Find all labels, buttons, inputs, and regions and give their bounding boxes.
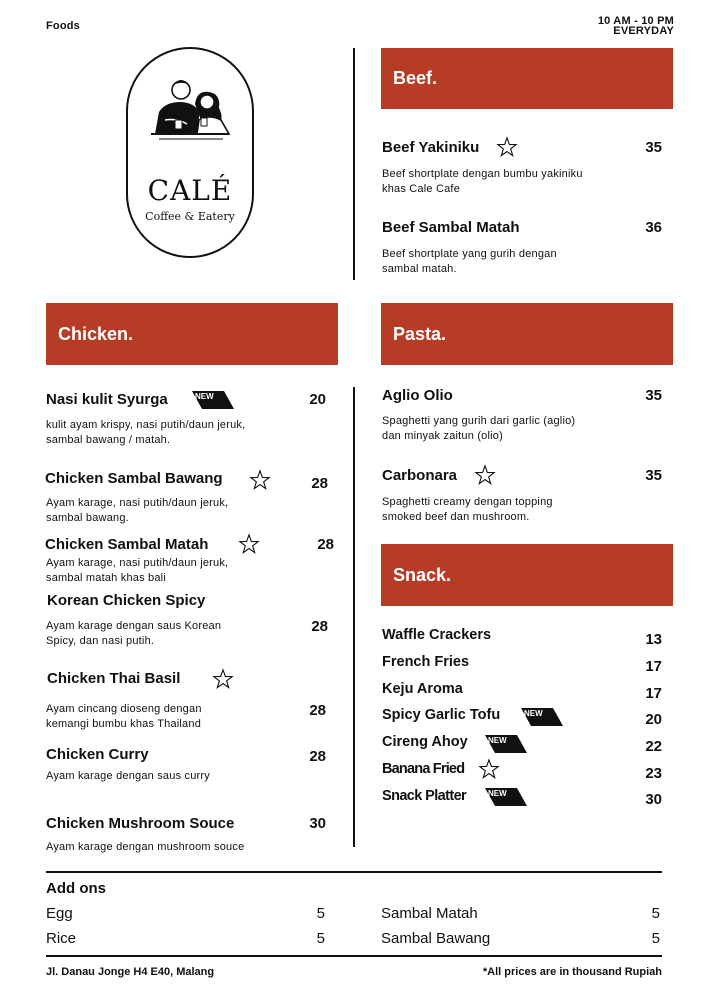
new-badge-label: NEW [524, 709, 543, 718]
addon-price: 5 [316, 930, 325, 947]
desc-line: Ayam karage dengan saus curry [46, 770, 210, 782]
desc-line: Spaghetti yang gurih dari garlic (aglio) [382, 415, 576, 427]
new-badge-label: NEW [488, 736, 507, 745]
opening-hours [598, 16, 674, 36]
snack-item-price: 20 [645, 711, 662, 728]
star-icon [478, 758, 500, 780]
chicken-item-name: Nasi kulit Syurga [46, 391, 168, 408]
snack-item-name: French Fries [382, 654, 470, 670]
star-icon [249, 469, 271, 491]
beef-title: Beef. [393, 68, 438, 88]
chicken-item-price: 28 [309, 702, 326, 719]
chicken-item-desc [46, 840, 244, 855]
snack-item-price: 13 [645, 631, 662, 648]
addon-name: Sambal Matah [381, 905, 478, 922]
beef-item-desc [382, 167, 583, 196]
desc-line: sambal matah. [382, 262, 457, 275]
snack-item-price: 30 [645, 791, 662, 808]
snack-item-name: Snack Platter [382, 788, 467, 804]
divider-middle [353, 387, 355, 847]
chicken-item-desc [46, 496, 228, 525]
chicken-item-name: Chicken Mushroom Souce [46, 815, 235, 832]
snack-item-price: 17 [645, 658, 662, 675]
addon-name: Sambal Bawang [381, 930, 491, 947]
desc-line: Beef shortplate yang gurih dengan [382, 248, 557, 260]
beef-item-price: 35 [645, 139, 662, 156]
chicken-item-name: Chicken Thai Basil [47, 670, 181, 687]
star-icon [496, 136, 518, 158]
chicken-item-price: 30 [309, 815, 326, 832]
chicken-item-desc [46, 769, 210, 784]
pasta-item-price: 35 [645, 387, 662, 404]
chicken-item-desc [46, 619, 221, 648]
addons-bottom-rule [46, 955, 662, 957]
beef-item-name: Beef Yakiniku [382, 139, 480, 156]
new-badge-label: NEW [195, 392, 214, 401]
new-badge-label: NEW [488, 789, 507, 798]
snack-item-price: 23 [645, 765, 662, 782]
addon-price: 5 [316, 905, 325, 922]
chicken-title: Chicken. [58, 323, 134, 344]
desc-line: khas Cale Cafe [382, 182, 461, 195]
desc-line: Spicy, dan nasi putih. [46, 634, 155, 647]
logo [125, 46, 255, 259]
snack-item-name: Keju Aroma [382, 681, 463, 697]
snack-banner [381, 544, 673, 606]
chicken-item-price: 28 [309, 748, 326, 765]
star-icon [238, 533, 260, 555]
desc-line: Ayam karage, nasi putih/daun jeruk, [46, 557, 229, 569]
beef-banner [381, 48, 673, 109]
chicken-item-price: 28 [317, 536, 334, 553]
desc-line: kemangi bumbu khas Thailand [46, 717, 202, 730]
addon-price: 5 [651, 905, 660, 922]
snack-item-name: Banana Fried [382, 761, 465, 777]
chicken-item-price: 20 [309, 391, 326, 408]
beef-item-name: Beef Sambal Matah [382, 219, 520, 236]
new-badge-icon [483, 786, 529, 810]
new-badge-icon [483, 733, 529, 757]
chicken-item-name: Chicken Sambal Bawang [45, 470, 223, 487]
desc-line: smoked beef dan mushroom. [382, 510, 530, 523]
chicken-item-name: Chicken Sambal Matah [45, 536, 209, 553]
desc-line: Ayam cincang dioseng dengan [46, 703, 202, 715]
category-label: Foods [46, 20, 80, 32]
new-badge-icon [190, 389, 236, 413]
logo-illustration [125, 46, 255, 259]
logo-brand: CALÉ [147, 174, 233, 207]
addons-top-rule [46, 871, 662, 873]
desc-line: dan minyak zaitun (olio) [382, 429, 503, 442]
snack-item-name: Waffle Crackers [382, 627, 492, 643]
address: Jl. Danau Jonge H4 E40, Malang [46, 966, 215, 978]
snack-title: Snack. [393, 564, 452, 585]
addons-title: Add ons [46, 880, 106, 897]
hours-days: EVERYDAY [613, 25, 674, 37]
star-icon [212, 668, 234, 690]
new-badge-icon [519, 706, 565, 730]
chicken-item-name: Chicken Curry [46, 746, 149, 763]
hours-time: 10 AM - 10 PM [597, 15, 674, 27]
star-icon [474, 464, 496, 486]
snack-item-name: Cireng Ahoy [382, 734, 468, 750]
chicken-item-desc [46, 556, 228, 585]
chicken-item-price: 28 [311, 618, 328, 635]
chicken-item-desc [46, 702, 202, 731]
desc-line: sambal matah khas bali [46, 571, 166, 584]
addon-price: 5 [651, 930, 660, 947]
price-note: *All prices are in thousand Rupiah [482, 966, 662, 978]
pasta-title: Pasta. [393, 323, 447, 344]
pasta-item-name: Aglio Olio [382, 387, 453, 404]
pasta-item-price: 35 [645, 467, 662, 484]
chicken-item-name: Korean Chicken Spicy [47, 592, 206, 609]
chicken-banner [46, 303, 338, 365]
desc-line: Beef shortplate dengan bumbu yakiniku [382, 168, 583, 180]
addon-name: Egg [46, 905, 73, 922]
desc-line: sambal bawang / matah. [46, 433, 171, 446]
pasta-item-name: Carbonara [382, 467, 458, 484]
desc-line: kulit ayam krispy, nasi putih/daun jeruk, [46, 419, 246, 431]
chicken-item-desc [46, 418, 245, 447]
chicken-item-price: 28 [311, 475, 328, 492]
snack-item-price: 22 [645, 738, 662, 755]
desc-line: Ayam karage, nasi putih/daun jeruk, [46, 497, 229, 509]
desc-line: sambal bawang. [46, 511, 129, 524]
divider-top [353, 48, 355, 280]
beef-item-desc [382, 247, 557, 276]
desc-line: Spaghetti creamy dengan topping [382, 496, 553, 508]
desc-line: Ayam karage dengan mushroom souce [46, 841, 245, 853]
snack-item-price: 17 [645, 685, 662, 702]
pasta-item-desc [382, 414, 575, 443]
addon-name: Rice [46, 930, 77, 947]
pasta-banner [381, 303, 673, 365]
logo-tagline: Coffee & Eatery [145, 210, 235, 223]
beef-item-price: 36 [645, 219, 662, 236]
pasta-item-desc [382, 495, 553, 524]
snack-item-name: Spicy Garlic Tofu [382, 707, 501, 723]
desc-line: Ayam karage dengan saus Korean [46, 620, 222, 632]
